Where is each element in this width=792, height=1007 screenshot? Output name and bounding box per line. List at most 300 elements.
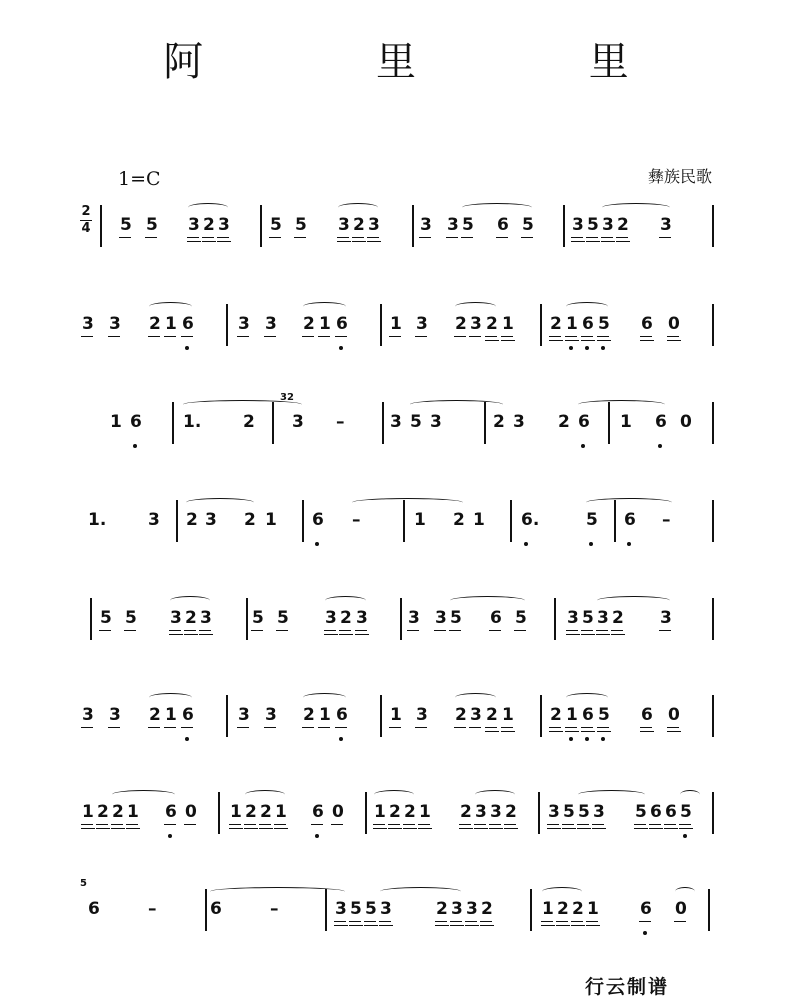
note: 1 bbox=[127, 802, 139, 822]
note: – bbox=[148, 899, 157, 919]
score-row bbox=[0, 312, 792, 382]
note: 2 bbox=[203, 215, 215, 235]
slur bbox=[188, 203, 228, 212]
note-underline bbox=[364, 921, 376, 922]
note: 2 bbox=[185, 608, 197, 628]
bar-line bbox=[510, 500, 512, 542]
note: 2 bbox=[486, 314, 498, 334]
note-underline bbox=[217, 237, 229, 238]
note: 2 bbox=[303, 705, 315, 725]
note-underline bbox=[597, 727, 609, 728]
note: 3 bbox=[338, 215, 350, 235]
note-double-underline bbox=[547, 828, 561, 829]
note: 3 bbox=[265, 314, 277, 334]
note: 6 bbox=[582, 705, 594, 725]
note-underline bbox=[419, 237, 431, 238]
slur bbox=[602, 203, 670, 212]
note-underline bbox=[81, 336, 93, 337]
note-double-underline bbox=[199, 634, 213, 635]
note-double-underline bbox=[565, 731, 579, 732]
note-underline bbox=[581, 630, 593, 631]
note-double-underline bbox=[349, 925, 363, 926]
note-double-underline bbox=[640, 340, 654, 341]
note: 3 bbox=[430, 412, 442, 432]
note-underline bbox=[489, 824, 501, 825]
note-underline bbox=[596, 630, 608, 631]
note: 5 bbox=[598, 705, 610, 725]
note-underline bbox=[501, 336, 513, 337]
note: 3 bbox=[170, 608, 182, 628]
note-underline bbox=[337, 237, 349, 238]
note-underline bbox=[184, 630, 196, 631]
note: 1 bbox=[275, 802, 287, 822]
bar-line bbox=[540, 695, 542, 737]
note: 1 bbox=[566, 314, 578, 334]
note-underline bbox=[521, 237, 533, 238]
note: 6 bbox=[130, 412, 142, 432]
note-underline bbox=[459, 824, 471, 825]
note-underline bbox=[504, 824, 516, 825]
note: 2 bbox=[245, 802, 257, 822]
note-underline bbox=[454, 336, 466, 337]
note-underline bbox=[148, 727, 160, 728]
note: 5 bbox=[410, 412, 422, 432]
note: 1 bbox=[82, 802, 94, 822]
slur bbox=[112, 790, 175, 799]
score-row bbox=[0, 800, 792, 870]
note: 3 bbox=[420, 215, 432, 235]
note-double-underline bbox=[459, 828, 473, 829]
bar-line bbox=[712, 500, 714, 542]
note-underline bbox=[81, 727, 93, 728]
score-row bbox=[0, 703, 792, 773]
low-octave-dot bbox=[683, 834, 687, 838]
note: 1. bbox=[88, 510, 107, 530]
note-underline bbox=[418, 824, 430, 825]
note: 1 bbox=[419, 802, 431, 822]
note: 3 bbox=[205, 510, 217, 530]
note-double-underline bbox=[111, 828, 125, 829]
note: 2 bbox=[112, 802, 124, 822]
note-underline bbox=[454, 727, 466, 728]
note: 0 bbox=[675, 899, 687, 919]
note: 5 bbox=[680, 802, 692, 822]
note: 6 bbox=[182, 314, 194, 334]
note-underline bbox=[264, 727, 276, 728]
note-underline bbox=[667, 727, 679, 728]
note: 1 bbox=[620, 412, 632, 432]
slur bbox=[149, 693, 192, 702]
note-double-underline bbox=[373, 828, 387, 829]
note-underline bbox=[597, 336, 609, 337]
note: 5 bbox=[635, 802, 647, 822]
note-underline bbox=[202, 237, 214, 238]
note: 1 bbox=[502, 314, 514, 334]
note: 5 bbox=[462, 215, 474, 235]
note-underline bbox=[352, 237, 364, 238]
bar-line bbox=[380, 695, 382, 737]
slur bbox=[325, 596, 366, 605]
note-double-underline bbox=[202, 241, 216, 242]
low-octave-dot bbox=[601, 737, 605, 741]
note: 6 bbox=[312, 510, 324, 530]
note: 6 bbox=[582, 314, 594, 334]
slur bbox=[170, 596, 210, 605]
note-underline bbox=[335, 336, 347, 337]
note: 5 bbox=[270, 215, 282, 235]
note-double-underline bbox=[549, 340, 563, 341]
low-octave-dot bbox=[168, 834, 172, 838]
note-double-underline bbox=[571, 241, 585, 242]
slur bbox=[462, 203, 532, 212]
note: 3 bbox=[265, 705, 277, 725]
note-double-underline bbox=[259, 828, 273, 829]
note-underline bbox=[269, 237, 281, 238]
note-double-underline bbox=[597, 340, 611, 341]
note-double-underline bbox=[450, 925, 464, 926]
note: 6 bbox=[665, 802, 677, 822]
note: 3 bbox=[109, 705, 121, 725]
note-double-underline bbox=[352, 241, 366, 242]
note-underline bbox=[480, 921, 492, 922]
note-double-underline bbox=[611, 634, 625, 635]
note: 5 bbox=[582, 608, 594, 628]
note: 1 bbox=[390, 314, 402, 334]
note-underline bbox=[318, 336, 330, 337]
note-double-underline bbox=[81, 828, 95, 829]
note: 2 bbox=[340, 608, 352, 628]
note-underline bbox=[367, 237, 379, 238]
note: 6 bbox=[650, 802, 662, 822]
note-underline bbox=[373, 824, 385, 825]
note-double-underline bbox=[679, 828, 693, 829]
note: 2 bbox=[244, 510, 256, 530]
note-double-underline bbox=[592, 828, 606, 829]
note-double-underline bbox=[403, 828, 417, 829]
bar-line bbox=[260, 205, 262, 247]
note: 3 bbox=[218, 215, 230, 235]
note: 3 bbox=[238, 705, 250, 725]
bar-line bbox=[412, 205, 414, 247]
note-underline bbox=[592, 824, 604, 825]
bar-line bbox=[540, 304, 542, 346]
note-underline bbox=[581, 727, 593, 728]
note-double-underline bbox=[388, 828, 402, 829]
note-underline bbox=[639, 921, 651, 922]
note-underline bbox=[339, 630, 351, 631]
score-row bbox=[0, 606, 792, 676]
bar-line bbox=[538, 792, 540, 834]
note: 3 bbox=[408, 608, 420, 628]
note: 3 bbox=[466, 899, 478, 919]
note-underline bbox=[302, 336, 314, 337]
note-underline bbox=[264, 336, 276, 337]
note: 2 bbox=[550, 705, 562, 725]
note-double-underline bbox=[586, 925, 600, 926]
note-double-underline bbox=[244, 828, 258, 829]
low-octave-dot bbox=[643, 931, 647, 935]
note-double-underline bbox=[581, 340, 595, 341]
note: 3 bbox=[368, 215, 380, 235]
slur bbox=[303, 302, 346, 311]
note-double-underline bbox=[339, 634, 353, 635]
note-underline bbox=[659, 237, 671, 238]
note: 1 bbox=[566, 705, 578, 725]
note: 2 bbox=[149, 705, 161, 725]
note-underline bbox=[331, 824, 343, 825]
note-double-underline bbox=[334, 925, 348, 926]
note-underline bbox=[148, 336, 160, 337]
note-double-underline bbox=[616, 241, 630, 242]
note: 5 bbox=[586, 510, 598, 530]
low-octave-dot bbox=[315, 542, 319, 546]
note: 3 bbox=[292, 412, 304, 432]
note: 3 bbox=[593, 802, 605, 822]
note-underline bbox=[566, 630, 578, 631]
note-underline bbox=[237, 336, 249, 337]
note: 3 bbox=[660, 215, 672, 235]
note-underline bbox=[294, 237, 306, 238]
note: 2 bbox=[557, 899, 569, 919]
note-double-underline bbox=[274, 828, 288, 829]
note-underline bbox=[461, 237, 473, 238]
note-underline bbox=[389, 336, 401, 337]
note: 6 bbox=[88, 899, 100, 919]
note: 5 bbox=[522, 215, 534, 235]
note-underline bbox=[616, 237, 628, 238]
note-double-underline bbox=[504, 828, 518, 829]
low-octave-dot bbox=[315, 834, 319, 838]
note-underline bbox=[640, 336, 652, 337]
note: 2 bbox=[481, 899, 493, 919]
note: 6. bbox=[521, 510, 540, 530]
note: 3 bbox=[200, 608, 212, 628]
note-underline bbox=[187, 237, 199, 238]
note-underline bbox=[562, 824, 574, 825]
note-underline bbox=[111, 824, 123, 825]
bar-line bbox=[90, 598, 92, 640]
note-underline bbox=[485, 727, 497, 728]
slur bbox=[597, 596, 670, 605]
note-double-underline bbox=[379, 925, 393, 926]
low-octave-dot bbox=[585, 346, 589, 350]
note-underline bbox=[571, 237, 583, 238]
song-title: 阿 里 里 bbox=[163, 39, 709, 85]
note: 3 bbox=[238, 314, 250, 334]
note-double-underline bbox=[586, 241, 600, 242]
note: 2 bbox=[572, 899, 584, 919]
note: 6 bbox=[312, 802, 324, 822]
note-underline bbox=[565, 727, 577, 728]
note-underline bbox=[169, 630, 181, 631]
note: 3 bbox=[602, 215, 614, 235]
bar-line bbox=[712, 598, 714, 640]
note-underline bbox=[415, 336, 427, 337]
bar-line bbox=[563, 205, 565, 247]
note: 5 bbox=[100, 608, 112, 628]
low-octave-dot bbox=[589, 542, 593, 546]
note: 2 bbox=[455, 705, 467, 725]
score-row bbox=[0, 213, 792, 283]
note-underline bbox=[434, 630, 446, 631]
low-octave-dot bbox=[339, 737, 343, 741]
note: 5 bbox=[146, 215, 158, 235]
note-double-underline bbox=[581, 634, 595, 635]
note-underline bbox=[667, 336, 679, 337]
note: 0 bbox=[668, 705, 680, 725]
note: 2 bbox=[404, 802, 416, 822]
note-underline bbox=[485, 336, 497, 337]
note-underline bbox=[237, 727, 249, 728]
slur bbox=[303, 693, 346, 702]
note-underline bbox=[349, 921, 361, 922]
note: 3 bbox=[148, 510, 160, 530]
note: 2 bbox=[149, 314, 161, 334]
score-row bbox=[0, 897, 792, 967]
note-double-underline bbox=[601, 241, 615, 242]
note: 3 bbox=[660, 608, 672, 628]
note-double-underline bbox=[169, 634, 183, 635]
slur bbox=[380, 887, 461, 896]
note-double-underline bbox=[649, 828, 663, 829]
note: 2 bbox=[389, 802, 401, 822]
note-underline bbox=[302, 727, 314, 728]
note-underline bbox=[81, 824, 93, 825]
note-underline bbox=[586, 237, 598, 238]
note-double-underline bbox=[565, 340, 579, 341]
note-underline bbox=[640, 727, 652, 728]
note: 1 bbox=[110, 412, 122, 432]
note-double-underline bbox=[187, 241, 201, 242]
note-underline bbox=[446, 237, 458, 238]
note-underline bbox=[601, 237, 613, 238]
low-octave-dot bbox=[185, 346, 189, 350]
slur bbox=[475, 790, 515, 799]
note-underline bbox=[388, 824, 400, 825]
note-underline bbox=[571, 921, 583, 922]
note-underline bbox=[96, 824, 108, 825]
note-underline bbox=[674, 921, 686, 922]
note: 3 bbox=[470, 314, 482, 334]
note-double-underline bbox=[367, 241, 381, 242]
slur bbox=[680, 790, 700, 799]
note: 3 bbox=[451, 899, 463, 919]
note-underline bbox=[581, 336, 593, 337]
note-double-underline bbox=[581, 731, 595, 732]
note-underline bbox=[501, 727, 513, 728]
note-underline bbox=[311, 824, 323, 825]
note-double-underline bbox=[556, 925, 570, 926]
note-double-underline bbox=[485, 731, 499, 732]
low-octave-dot bbox=[585, 737, 589, 741]
note-underline bbox=[99, 630, 111, 631]
slur bbox=[352, 498, 463, 507]
note: 0 bbox=[185, 802, 197, 822]
grace-note-32: 32 bbox=[280, 392, 294, 403]
low-octave-dot bbox=[569, 346, 573, 350]
note-underline bbox=[469, 727, 481, 728]
note: 2 bbox=[505, 802, 517, 822]
time-signature-top: 2 bbox=[81, 204, 91, 219]
note: 1 bbox=[542, 899, 554, 919]
bar-line bbox=[226, 304, 228, 346]
note-underline bbox=[145, 237, 157, 238]
note: 6 bbox=[336, 705, 348, 725]
note: 3 bbox=[572, 215, 584, 235]
note: 1 bbox=[414, 510, 426, 530]
note-double-underline bbox=[634, 828, 648, 829]
note-double-underline bbox=[667, 731, 681, 732]
bar-line bbox=[100, 205, 102, 247]
note: 3 bbox=[513, 412, 525, 432]
note-double-underline bbox=[489, 828, 503, 829]
note-underline bbox=[389, 727, 401, 728]
note: – bbox=[336, 412, 345, 432]
slur bbox=[455, 693, 496, 702]
note-underline bbox=[577, 824, 589, 825]
note: 1. bbox=[183, 412, 202, 432]
note-underline bbox=[355, 630, 367, 631]
note: 3 bbox=[470, 705, 482, 725]
note-double-underline bbox=[217, 241, 231, 242]
note-double-underline bbox=[229, 828, 243, 829]
note-underline bbox=[164, 824, 176, 825]
note-underline bbox=[229, 824, 241, 825]
note: 5 bbox=[563, 802, 575, 822]
note-underline bbox=[514, 630, 526, 631]
note-double-underline bbox=[596, 634, 610, 635]
note: 1 bbox=[374, 802, 386, 822]
note-double-underline bbox=[337, 241, 351, 242]
note-underline bbox=[664, 824, 676, 825]
note-underline bbox=[119, 237, 131, 238]
slur bbox=[410, 400, 503, 409]
note-underline bbox=[649, 824, 661, 825]
note-underline bbox=[547, 824, 559, 825]
note-underline bbox=[108, 336, 120, 337]
note: 2 bbox=[460, 802, 472, 822]
note: 6 bbox=[490, 608, 502, 628]
note: 1 bbox=[319, 314, 331, 334]
note: 5 bbox=[277, 608, 289, 628]
note-double-underline bbox=[435, 925, 449, 926]
note-underline bbox=[549, 727, 561, 728]
note-underline bbox=[164, 727, 176, 728]
note: 6 bbox=[641, 314, 653, 334]
note: 2 bbox=[97, 802, 109, 822]
note-double-underline bbox=[667, 340, 681, 341]
note: 3 bbox=[416, 314, 428, 334]
bar-line bbox=[712, 304, 714, 346]
note: 3 bbox=[475, 802, 487, 822]
note-underline bbox=[407, 630, 419, 631]
low-octave-dot bbox=[581, 444, 585, 448]
note: 1 bbox=[230, 802, 242, 822]
note-underline bbox=[611, 630, 623, 631]
note-double-underline bbox=[571, 925, 585, 926]
bar-line bbox=[400, 598, 402, 640]
bar-line bbox=[712, 792, 714, 834]
note-underline bbox=[274, 824, 286, 825]
note: 6 bbox=[578, 412, 590, 432]
note: 6 bbox=[165, 802, 177, 822]
note: 3 bbox=[597, 608, 609, 628]
bar-line bbox=[218, 792, 220, 834]
bar-line bbox=[302, 500, 304, 542]
note: 0 bbox=[668, 314, 680, 334]
note-double-underline bbox=[577, 828, 591, 829]
low-octave-dot bbox=[133, 444, 137, 448]
